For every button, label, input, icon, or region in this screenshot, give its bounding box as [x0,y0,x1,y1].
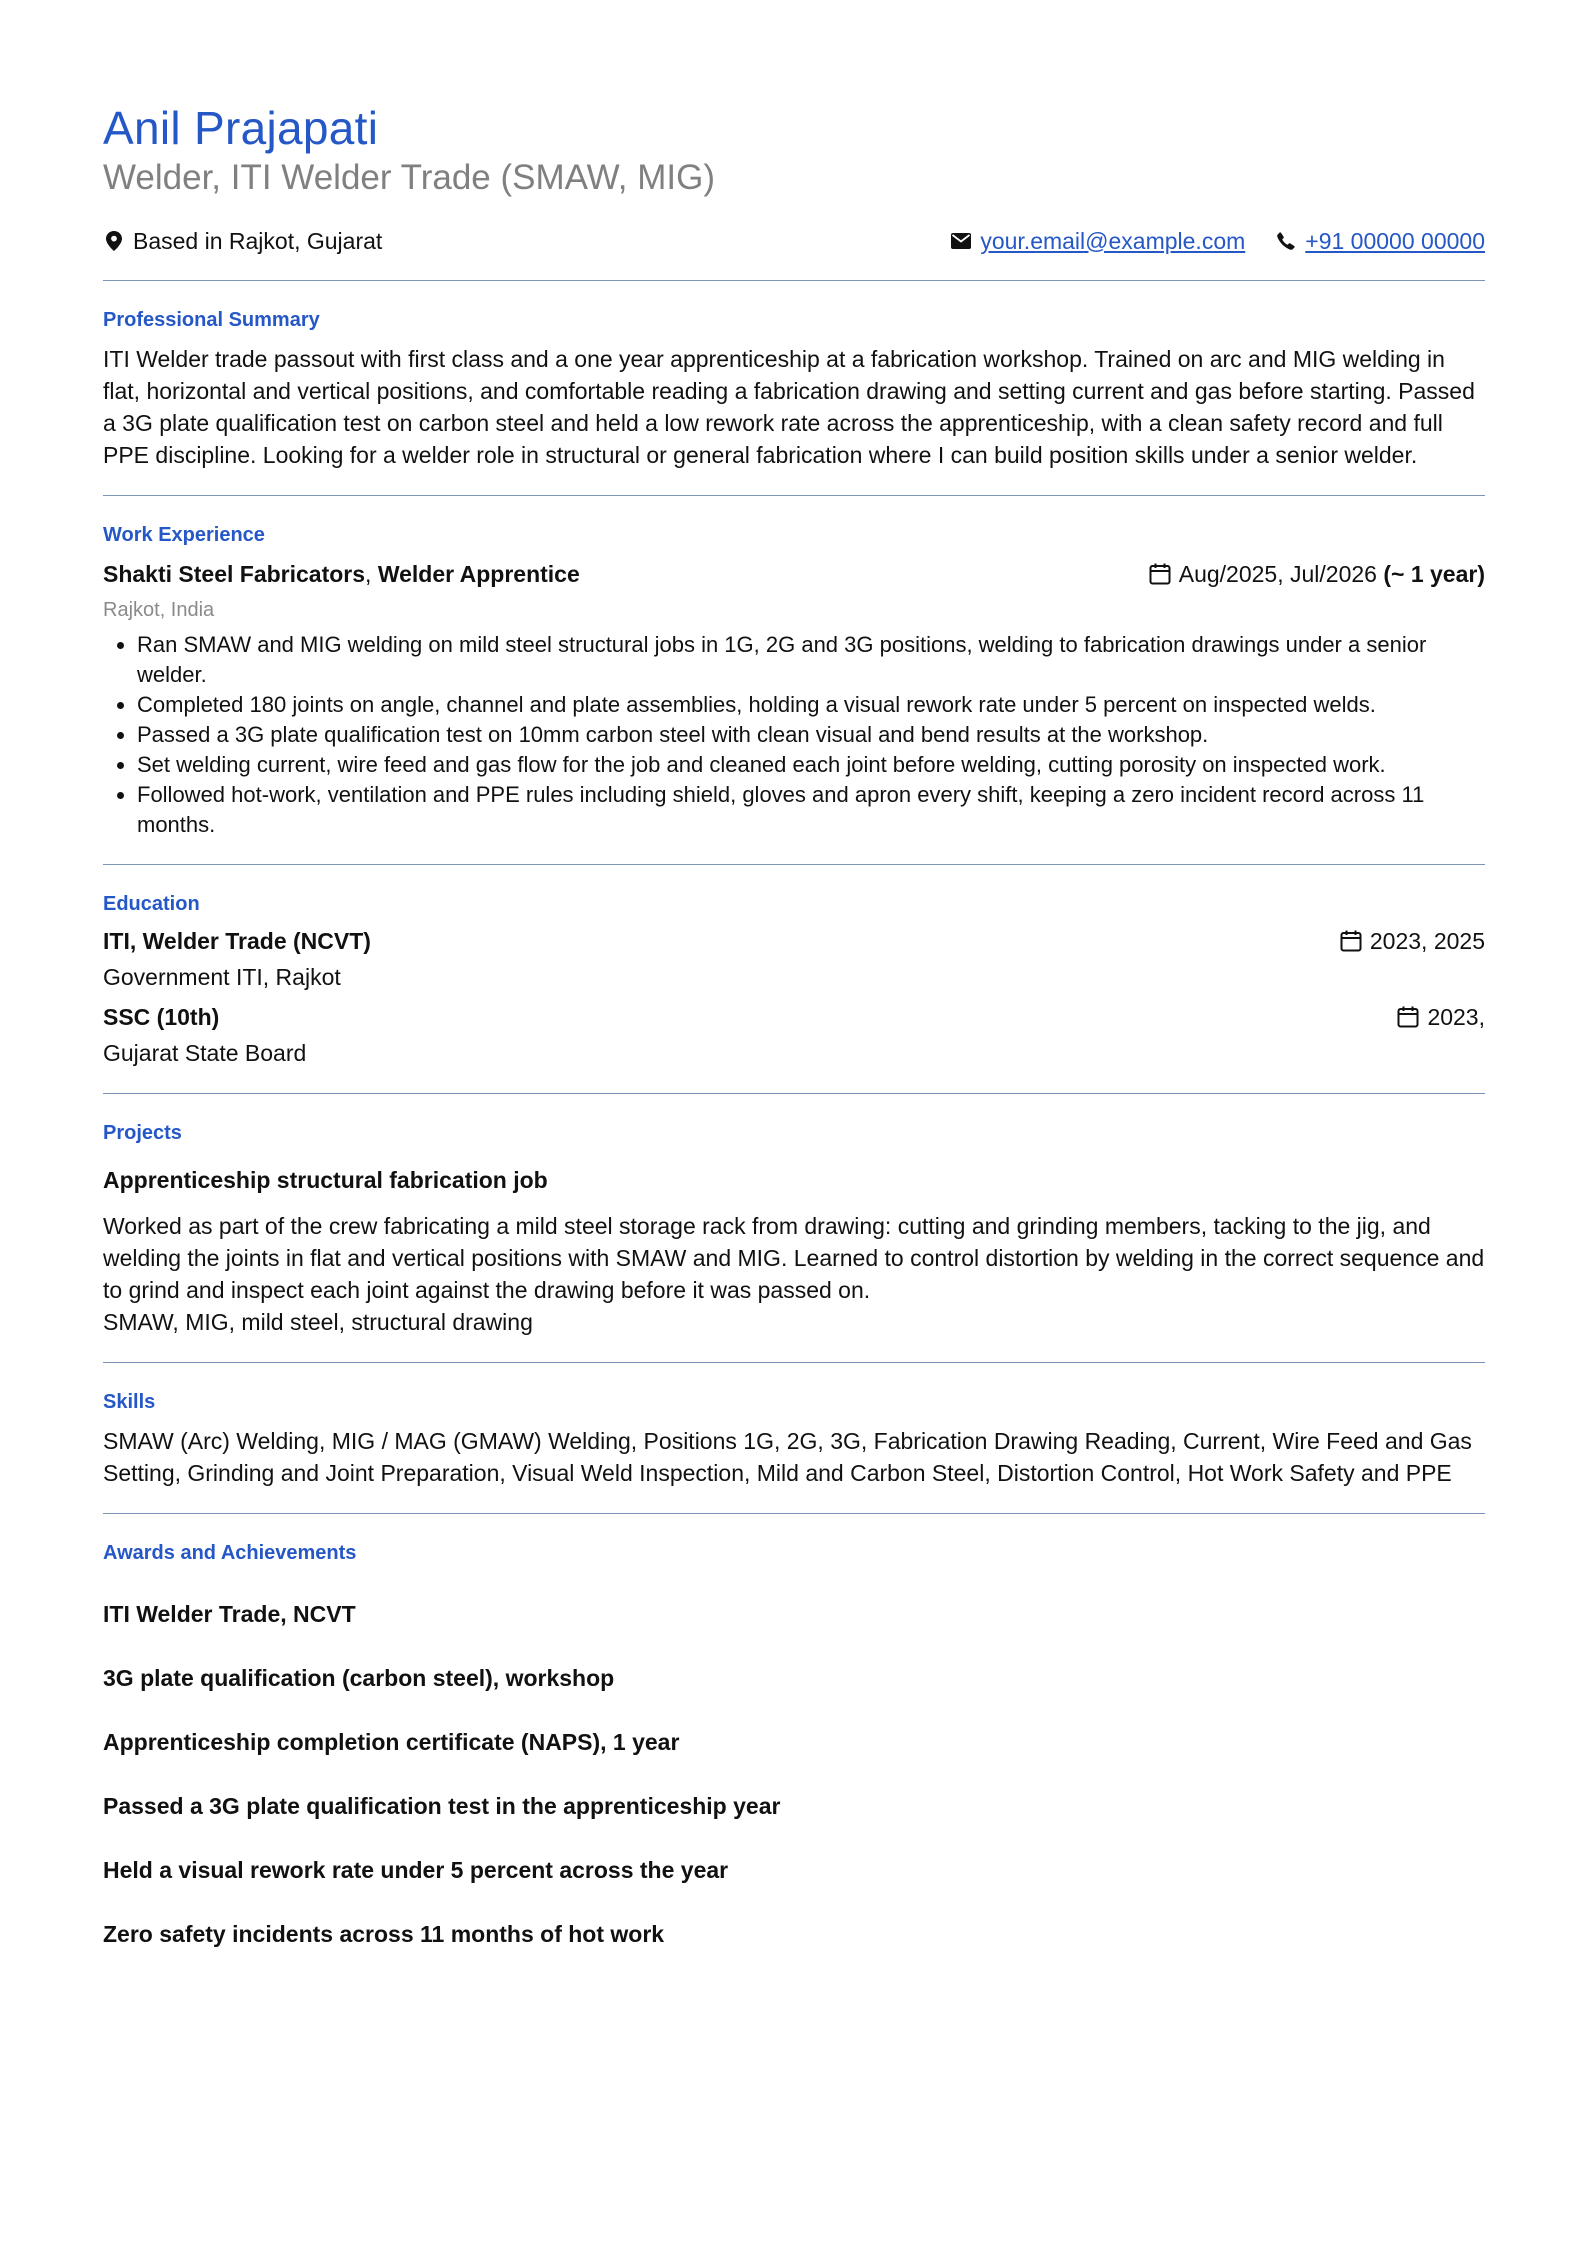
phone-icon [1275,230,1297,252]
section-title-experience: Work Experience [103,524,265,546]
map-pin-icon [103,230,125,252]
job-role: Welder Apprentice [377,561,580,587]
summary-text: ITI Welder trade passout with first class and a one year apprenticeship at a fabrication workshop. Trained on arc and MIG welding in flat, horizontal and vertical positions, and comfortable reading a fabrication drawing and setting current and gas before starting. Passed a 3G plate qualification test on carbon steel and held a low rework rate across the apprenticeship, with a clean safety record and full PPE discipline. Looking for a welder role in structural or general fabrication where I can build position skills under a senior welder. [103,346,1475,468]
section-title-education: Education [103,893,200,915]
degree-name: SSC (10th) [103,1004,220,1030]
award-item: Apprenticeship completion certificate (NAPS), 1 year [103,1729,680,1755]
education-dates [1395,1001,1485,1033]
list-item: • Passed a 3G plate qualification test on 10mm carbon steel with clean visual and bend results at the workshop. [137,720,1485,750]
education-entry-header [103,1001,1485,1033]
section-title-awards: Awards and Achievements [103,1542,357,1564]
award-item: ITI Welder Trade, NCVT [103,1601,356,1627]
job-heading: Shakti Steel Fabricators, Welder Apprentice [103,561,580,587]
education-entry-header [103,925,1485,957]
award-item: 3G plate qualification (carbon steel), workshop [103,1665,615,1691]
education-date-range: 2023, 2025 [1369,928,1485,954]
calendar-icon [1338,928,1364,954]
job-bullets [103,630,1485,840]
phone-link[interactable]: +91 00000 00000 [1305,227,1485,254]
education-date-range: 2023, [1427,1004,1485,1030]
project-description [103,1210,1485,1338]
projects-section [103,1094,1485,1338]
institution-name: Government ITI, Rajkot [103,964,341,990]
email-link[interactable]: your.email@example.com [980,227,1246,254]
location-block [103,228,382,255]
award-item: Zero safety incidents across 11 months of hot work [103,1921,665,1947]
location-text: Based in Rajkot, Gujarat [133,227,383,254]
project-tech: SMAW, MIG, mild steel, structural drawing [103,1309,533,1335]
section-title-projects: Projects [103,1122,182,1144]
candidate-subtitle: Welder, ITI Welder Trade (SMAW, MIG) [103,158,715,197]
award-item: Passed a 3G plate qualification test in the apprenticeship year [103,1793,781,1819]
experience-entry-header [103,558,1485,590]
skills-text: SMAW (Arc) Welding, MIG / MAG (GMAW) Welding, Positions 1G, 2G, 3G, Fabrication Drawing Reading, Current, Wire Feed and Gas Setting, Grinding and Joint Preparation, Visual Weld Inspection, Mild and Carbon Steel, Distortion Control, Hot Work Safety and PPE [103,1428,1472,1486]
summary-section [103,281,1485,471]
education-section [103,865,1485,1069]
skills-section [103,1363,1485,1489]
job-location: Rajkot, India [103,599,215,621]
degree-name: ITI, Welder Trade (NCVT) [103,928,371,954]
job-date-range: Aug/2025, Jul/2026 [1178,561,1377,587]
institution-name: Gujarat State Board [103,1040,307,1066]
project-name: Apprenticeship structural fabrication job [103,1167,548,1193]
list-item: • Set welding current, wire feed and gas flow for the job and cleaned each joint before welding, cutting porosity on inspected work. [137,750,1485,780]
list-item: • Completed 180 joints on angle, channel and plate assemblies, holding a visual rework rate under 5 percent on inspected welds. [137,690,1485,720]
education-dates [1338,925,1485,957]
calendar-icon [1147,561,1173,587]
section-title-skills: Skills [103,1391,156,1413]
list-item: • Followed hot-work, ventilation and PPE rules including shield, gloves and apron every shift, keeping a zero incident record across 11 months. [137,780,1485,840]
awards-section [103,1514,1485,1950]
contact-row [103,226,1485,256]
job-duration: (~ 1 year) [1383,561,1485,587]
envelope-icon [950,230,972,252]
candidate-name: Anil Prajapati [103,102,379,154]
calendar-icon [1395,1004,1421,1030]
list-item: • Ran SMAW and MIG welding on mild steel structural jobs in 1G, 2G and 3G positions, welding to fabrication drawings under a senior welder. [137,630,1485,690]
project-description-text: Worked as part of the crew fabricating a mild steel storage rack from drawing: cutting and grinding members, tacking to the jig, and welding the joints in flat and vertical positions with SMAW and MIG. Learned to control distortion by welding in the correct sequence and to grind and inspect each joint against the drawing before it was passed on. [103,1213,1485,1303]
contact-links [950,228,1485,255]
award-item: Held a visual rework rate under 5 percent across the year [103,1857,729,1883]
section-title-summary: Professional Summary [103,309,320,331]
company-name: Shakti Steel Fabricators [103,561,366,587]
experience-section [103,496,1485,840]
job-dates [1147,558,1485,590]
